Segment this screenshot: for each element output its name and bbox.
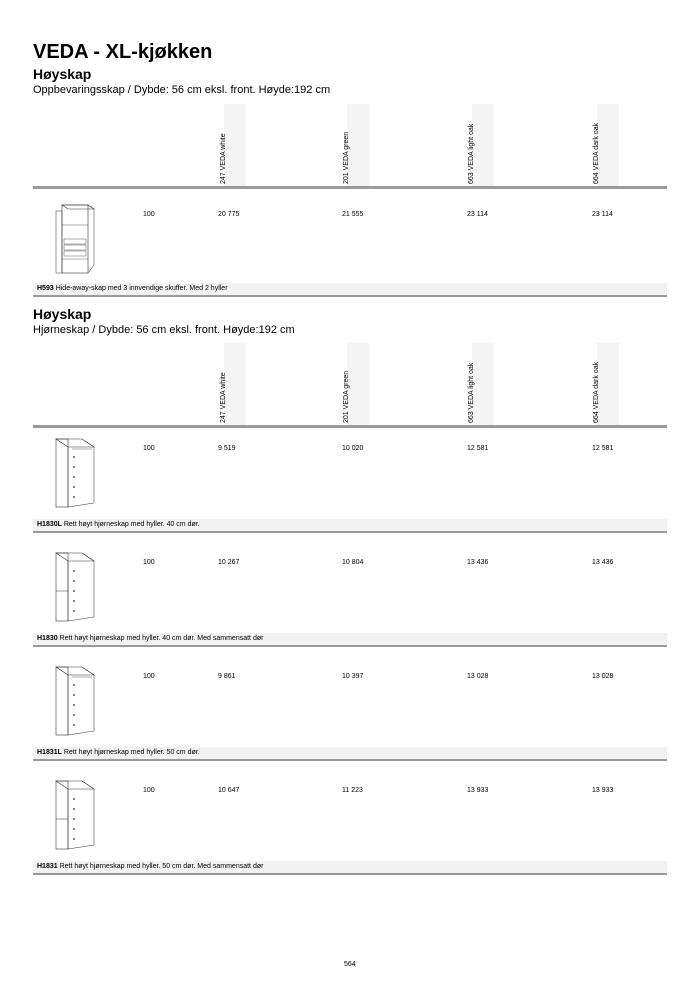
row-description <box>33 283 667 295</box>
product-code: H593 <box>37 285 54 292</box>
price-dark-oak: 13 933 <box>592 787 614 794</box>
price-dark-oak: 13 028 <box>592 673 614 680</box>
price-white: 20 775 <box>218 211 240 218</box>
corner-cabinet-icon <box>48 665 102 739</box>
product-description: Hide-away-skap med 3 innvendige skuffer. Med 2 hyller <box>55 285 228 292</box>
row-divider <box>33 295 667 297</box>
price-green: 10 804 <box>342 559 364 566</box>
quantity: 100 <box>143 559 155 566</box>
price-white: 9 861 <box>218 673 236 680</box>
column-header-dark-oak: 664 VEDA dark oak <box>597 104 619 186</box>
quantity: 100 <box>143 211 155 218</box>
price-white: 10 267 <box>218 559 240 566</box>
page-number: 564 <box>344 961 356 968</box>
row-divider <box>33 531 667 533</box>
product-code: H1831L <box>37 749 62 756</box>
column-header-green: 201 VEDA green <box>347 104 369 186</box>
product-description: Rett høyt hjørneskap med hyller. 50 cm dør. <box>63 749 200 756</box>
price-white: 9 519 <box>218 445 236 452</box>
column-header-dark-oak: 664 VEDA dark oak <box>597 343 619 425</box>
price-green: 10 020 <box>342 445 364 452</box>
price-light-oak: 13 436 <box>467 559 489 566</box>
product-code: H1830L <box>37 521 62 528</box>
row-description <box>33 861 667 873</box>
product-code: H1831 <box>37 863 58 870</box>
product-description: Rett høyt hjørneskap med hyller. 50 cm dør. Med sammensatt dør <box>59 863 264 870</box>
header-divider <box>33 186 667 189</box>
quantity: 100 <box>143 673 155 680</box>
product-description: Rett høyt hjørneskap med hyller. 40 cm dør. <box>63 521 200 528</box>
price-dark-oak: 23 114 <box>592 211 613 218</box>
price-light-oak: 12 581 <box>467 445 489 452</box>
corner-cabinet-icon <box>48 437 102 511</box>
column-header-white: 247 VEDA white <box>224 104 246 186</box>
quantity: 100 <box>143 787 155 794</box>
row-divider <box>33 645 667 647</box>
tall-cabinet-drawers-icon <box>48 203 102 277</box>
price-light-oak: 23 114 <box>467 211 488 218</box>
row-description <box>33 633 667 645</box>
section-title: Høyskap <box>33 66 92 82</box>
price-light-oak: 13 933 <box>467 787 489 794</box>
quantity: 100 <box>143 445 155 452</box>
column-header-green: 201 VEDA green <box>347 343 369 425</box>
page-title: VEDA - XL-kjøkken <box>33 41 213 63</box>
price-light-oak: 13 028 <box>467 673 489 680</box>
row-description <box>33 747 667 759</box>
header-divider <box>33 425 667 428</box>
product-code: H1830 <box>37 635 58 642</box>
price-white: 10 647 <box>218 787 240 794</box>
row-divider <box>33 873 667 875</box>
corner-cabinet-split-door-icon <box>48 779 102 853</box>
product-description: Rett høyt hjørneskap med hyller. 40 cm dør. Med sammensatt dør <box>59 635 264 642</box>
column-header-light-oak: 663 VEDA light oak <box>472 104 494 186</box>
price-dark-oak: 13 436 <box>592 559 614 566</box>
row-description <box>33 519 667 531</box>
price-green: 11 223 <box>342 787 363 794</box>
price-green: 21 555 <box>342 211 364 218</box>
column-header-light-oak: 663 VEDA light oak <box>472 343 494 425</box>
section-title: Høyskap <box>33 306 92 322</box>
section-subtitle: Hjørneskap / Dybde: 56 cm eksl. front. Høyde:192 cm <box>33 324 295 336</box>
column-header-white: 247 VEDA white <box>224 343 246 425</box>
row-divider <box>33 759 667 761</box>
price-green: 10 397 <box>342 673 364 680</box>
corner-cabinet-split-door-icon <box>48 551 102 625</box>
section-subtitle: Oppbevaringsskap / Dybde: 56 cm eksl. front. Høyde:192 cm <box>33 84 331 96</box>
price-dark-oak: 12 581 <box>592 445 614 452</box>
